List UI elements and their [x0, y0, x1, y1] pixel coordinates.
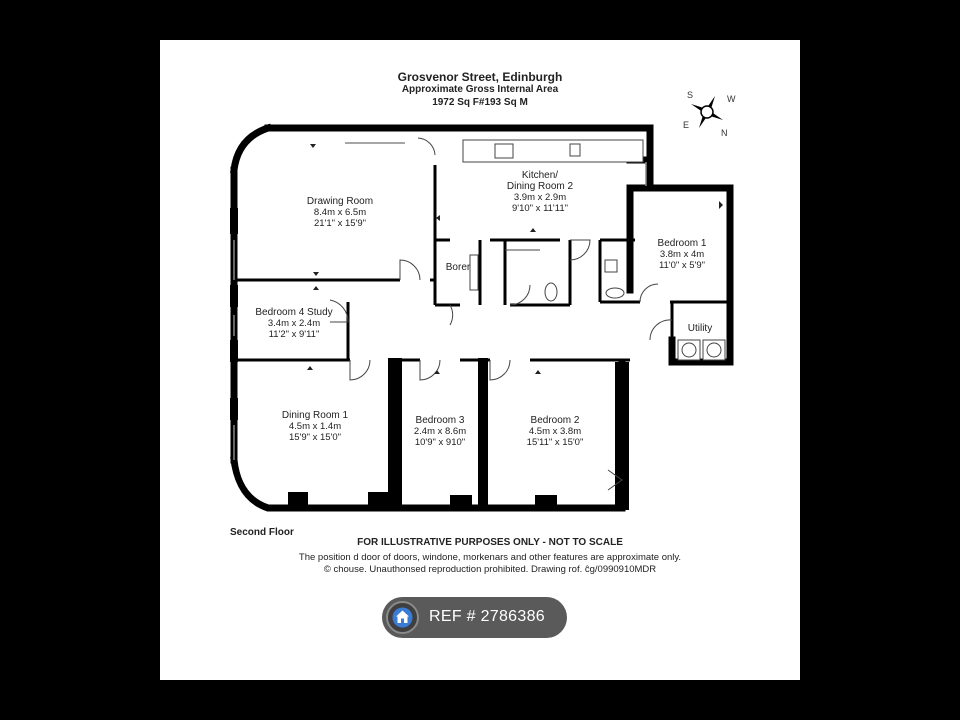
compass-e: E	[683, 120, 690, 130]
floorplan-drawing	[160, 40, 800, 680]
compass-icon	[683, 90, 736, 138]
floorplan-sheet	[160, 40, 800, 680]
disclaimer: FOR ILLUSTRATIVE PURPOSES ONLY - NOT TO SCALE	[357, 537, 623, 548]
room-borer: Borer	[445, 262, 471, 273]
disclaimer-note: The position d door of doors, windone, morkenars and other features are approximate only.	[298, 552, 682, 563]
plan-area: 1972 Sq F#193 Sq M	[432, 97, 528, 108]
copyright-note: © chouse. Unauthonsed reproduction prohibited. Drawing rof. ĉg/0990910MDR	[323, 564, 657, 575]
room-kitchen: Kitchen/ Dining Room 2 3.9m x 2.9m 9'10" x 11'11"	[506, 170, 574, 214]
room-dining-1: Dining Room 1 4.5m x 1.4m 15'9" x 15'0"	[281, 410, 349, 443]
room-bedroom-3: Bedroom 3 2.4m x 8.6m 10'9" x 910"	[413, 415, 467, 448]
room-utility: Utility	[687, 323, 713, 334]
room-drawing: Drawing Room 8.4m x 6.5m 21'1" x 15'9"	[306, 196, 374, 229]
floor-label: Second Floor	[230, 527, 294, 538]
ref-badge	[382, 597, 567, 638]
room-bedroom-4: Bedroom 4 Study 3.4m x 2.4m 11'2" x 9'11"	[255, 307, 333, 340]
room-bedroom-1: Bedroom 1 3.8m x 4m 11'0" x 5'9"	[657, 238, 707, 271]
home-icon	[386, 601, 419, 634]
plan-subtitle: Approximate Gross Internal Area	[401, 84, 559, 95]
ref-number: REF # 2786386	[429, 608, 545, 625]
compass-n: N	[721, 128, 728, 138]
plan-title: Grosvenor Street, Edinburgh	[397, 70, 563, 84]
compass-w: W	[727, 94, 736, 104]
room-bedroom-2: Bedroom 2 4.5m x 3.8m 15'11" x 15'0"	[526, 415, 584, 448]
compass-s: S	[687, 90, 694, 100]
